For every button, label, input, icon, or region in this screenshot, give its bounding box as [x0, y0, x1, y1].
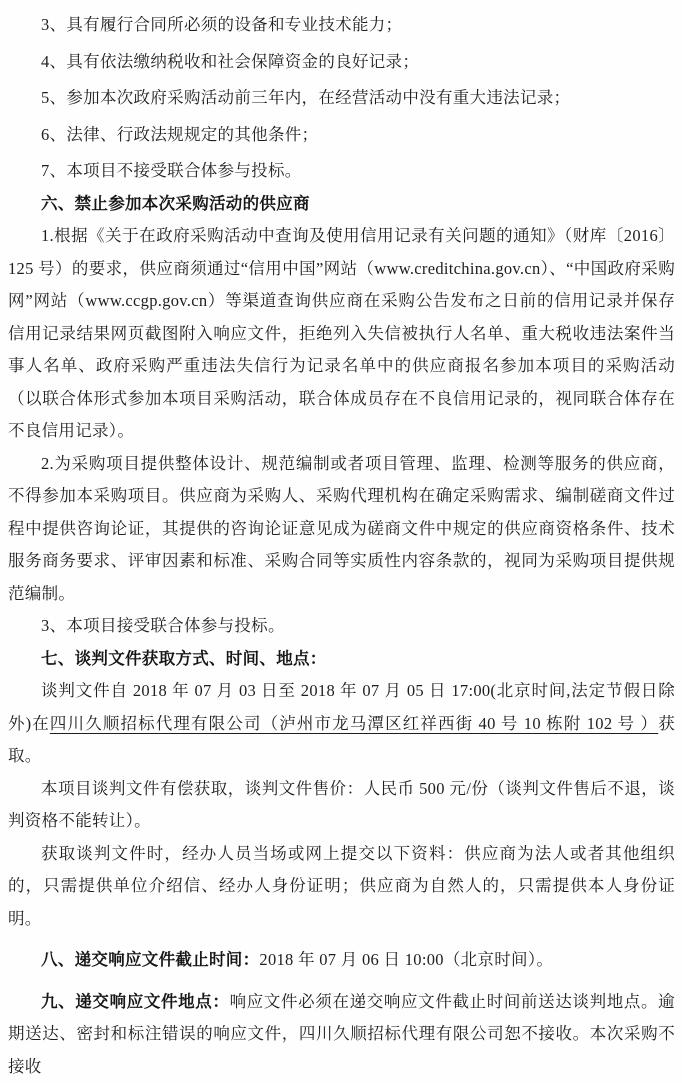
- section-9-paragraph: [8, 986, 675, 1083]
- section-8-deadline-text: 2018 年 07 月 06 日 10:00（北京时间）。: [259, 950, 553, 969]
- qualification-item-6: 6、法律、行政法规规定的其他条件；: [8, 119, 675, 152]
- qualification-item-7: 7、本项目不接受联合体参与投标。: [8, 155, 675, 188]
- section-6-paragraph-1: 1.根据《关于在政府采购活动中查询及使用信用记录有关问题的通知》（财库〔2016〕125 号）的要求，供应商须通过“信用中国”网站（www.creditchina.gov.cn）、“中国政府采购网”网站（www.ccgp.gov.cn）等渠道查询供应商在采购公告发布之日前的信用记录并保存信用记录结果网页截图附入响应文件，拒绝列入失信被执行人名单、重大税收违法案件当事人名单、政府采购严重违法失信行为记录名单中的供应商报名参加本项目的采购活动（以联合体形式参加本项目采购活动，联合体成员存在不良信用记录的，视同联合体存在不良信用记录）。: [8, 220, 675, 448]
- section-7-heading: 七、谈判文件获取方式、时间、地点：: [8, 643, 675, 676]
- section-6-paragraph-3: 3、本项目接受联合体参与投标。: [8, 610, 675, 643]
- section-7-materials-paragraph: 获取谈判文件时，经办人员当场或网上提交以下资料：供应商为法人或者其他组织的，只需提供单位介绍信、经办人身份证明；供应商为自然人的，只需提供本人身份证明。: [8, 838, 675, 936]
- section-6-paragraph-2: 2.为采购项目提供整体设计、规范编制或者项目管理、监理、检测等服务的供应商，不得参加本采购项目。供应商为采购人、采购代理机构在确定采购需求、编制磋商文件过程中提供咨询论证，其提供的咨询论证意见成为磋商文件中规定的供应商资格条件、技术服务商务要求、评审因素和标准、采购合同等实质性内容条款的，视同为采购项目提供规范编制。: [8, 448, 675, 611]
- section-8-paragraph: [8, 944, 675, 977]
- obtain-suffix-text: 获取。: [8, 714, 675, 766]
- section-6-heading: 六、禁止参加本次采购活动的供应商: [8, 188, 675, 221]
- qualification-item-4: 4、具有依法缴纳税收和社会保障资金的良好记录；: [8, 46, 675, 79]
- section-8-heading: 八、递交响应文件截止时间：: [41, 951, 259, 969]
- section-9-location-text: 响应文件必须在递交响应文件截止时间前送达谈判地点。逾期送达、密封和标注错误的响应文件，四川久顺招标代理有限公司恕不接收。本次采购不接收: [8, 992, 675, 1076]
- qualification-item-3: 3、具有履行合同所必须的设备和专业技术能力；: [8, 9, 675, 42]
- agency-address-underlined: 四川久顺招标代理有限公司（泸州市龙马潭区红祥西街 40 号 10 栋附 102 号 ）: [50, 714, 658, 733]
- section-7-obtain-paragraph: [8, 675, 675, 773]
- obtain-time-text: 谈判文件自 2018 年 07 月 03 日至 2018 年 07 月 05 日 17:00(北京时间,法定节假日除外)在: [8, 681, 675, 733]
- qualification-item-5: 5、参加本次政府采购活动前三年内，在经营活动中没有重大违法记录；: [8, 82, 675, 115]
- section-7-price-paragraph: 本项目谈判文件有偿获取，谈判文件售价：人民币 500 元/份（谈判文件售后不退，谈判资格不能转让）。: [8, 773, 675, 838]
- section-9-heading: 九、递交响应文件地点：: [41, 993, 230, 1011]
